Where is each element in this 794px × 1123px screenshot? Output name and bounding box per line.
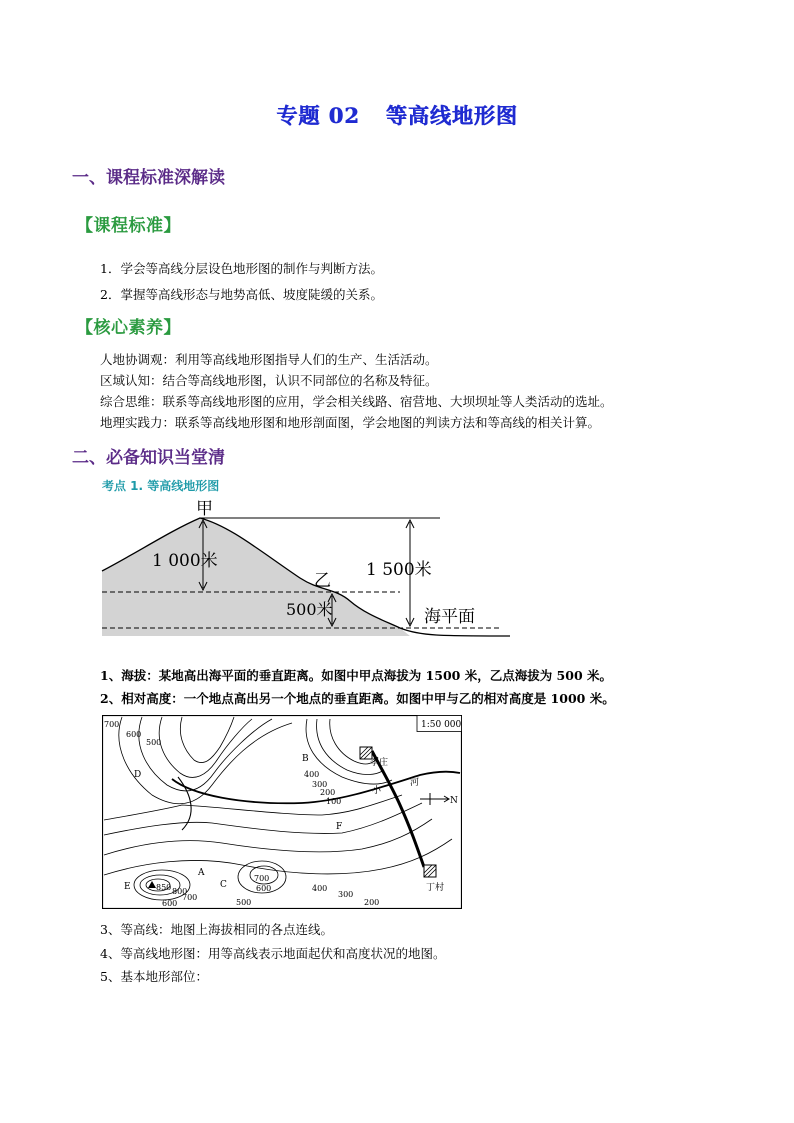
north-label: N [450,796,458,806]
point-altitude: 1、海拔：某地高出海平面的垂直距离。如图中甲点海拔为 1500 米，乙点海拔为 500 米。 [100,668,612,683]
contour-label: 850 [156,883,172,892]
label-1500: 1 500米 [366,560,432,580]
contour-label: 800 [172,887,188,896]
point-contour-map: 4、等高线地形图：用等高线表示地面起伏和高度状况的地图。 [100,946,446,961]
title-topic-name: 等高线地形图 [385,103,518,128]
point-label-d: D [134,770,142,780]
label-1000: 1 000米 [152,551,218,571]
point-label-c: C [220,880,227,890]
label-river-he: 河 [410,778,420,788]
contour-label: 700 [104,720,120,729]
contour-label: 400 [304,770,320,779]
title-topic-number: 专题 02 [276,103,360,128]
core-item-3: 综合思维：联系等高线地形图的应用，学会相关线路、宿营地、大坝坝址等人类活动的选址。 [100,394,613,409]
standard-item-2: 2．掌握等高线形态与地势高低、坡度陡缓的关系。 [100,287,383,302]
map-scale: 1:50 000 [421,720,462,730]
key-point-1-heading: 考点 1. 等高线地形图 [102,479,220,493]
point-label-e: E [124,882,131,892]
label-jia: 甲 [196,499,213,519]
terrain-fill [102,518,410,636]
contour-label: 700 [182,893,198,902]
label-river-xiao: 小 [372,786,382,796]
contour-map-figure [102,715,462,909]
section-heading-1: 一、课程标准深解读 [72,168,225,188]
label-dingcun: 丁村 [426,883,445,893]
contour-label: 300 [312,780,328,789]
point-label-a: A [198,868,205,878]
section-heading-2: 二、必备知识当堂清 [72,448,225,468]
contour-label: 200 [364,898,380,907]
point-terrain-parts: 5、基本地形部位： [100,969,208,984]
label-yi: 乙 [314,571,331,591]
point-label-f: F [336,822,343,832]
label-500: 500米 [286,600,333,619]
contour-label: 600 [162,899,178,908]
core-item-4: 地理实践力：联系等高线地形图和地形剖面图，学会地图的判读方法和等高线的相关计算。 [100,415,601,430]
contour-label: 700 [254,874,270,883]
contour-label: 300 [338,890,354,899]
point-relative-height: 2、相对高度：一个地点高出另一个地点的垂直距离。如图中甲与乙的相对高度是 1000 米。 [100,691,615,706]
core-item-1: 人地协调观：利用等高线地形图指导人们的生产、生活活动。 [100,352,438,367]
contour-label: 600 [256,884,272,893]
point-contour-line: 3、等高线：地图上海拔相同的各点连线。 [100,922,333,937]
contour-label: 500 [236,898,252,907]
elevation-profile-figure [100,496,520,644]
subheading-core-literacy: 【核心素养】 [76,318,181,338]
standard-item-1: 1．学会等高线分层设色地形图的制作与判断方法。 [100,261,383,276]
subheading-course-standard: 【课程标准】 [76,216,181,236]
core-item-2: 区域认知：结合等高线地形图，认识不同部位的名称及特征。 [100,373,438,388]
contour-label: 600 [126,730,142,739]
contour-label: 100 [326,797,342,806]
label-lizhuang: 李庄 [370,758,389,768]
contour-label: 400 [312,884,328,893]
point-label-b: B [302,754,309,764]
contour-label: 200 [320,788,336,797]
page-title [0,100,794,130]
contour-label: 500 [146,738,162,747]
label-sea-level: 海平面 [424,607,475,627]
